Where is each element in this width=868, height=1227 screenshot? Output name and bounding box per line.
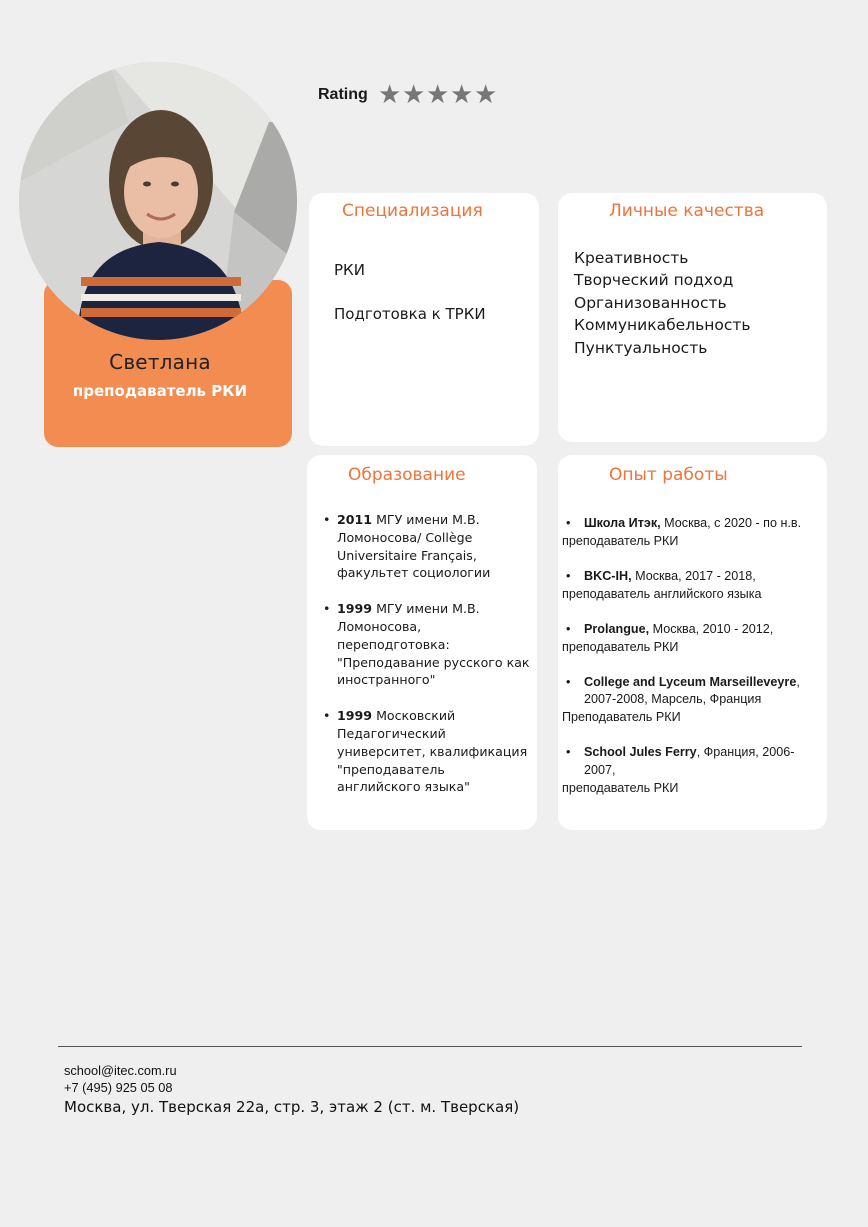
experience-role: Преподаватель РКИ [562, 710, 681, 725]
star-icon: ★ [426, 80, 450, 110]
qualities-card [558, 193, 827, 442]
teacher-name: Светлана [109, 350, 211, 374]
experience-details: , Франция, 2006- [696, 745, 795, 760]
experience-details-cont: 2007, [584, 763, 616, 778]
qualities-title: Личные качества [609, 201, 765, 221]
quality-item: Креативность [574, 249, 689, 267]
education-title: Образование [348, 465, 466, 485]
education-item: • 2011 МГУ имени М.В. Ломоносова/ Collège Universitaire Français, факультет социологии [323, 512, 491, 581]
experience-details: Москва, с 2020 - по н.в. [660, 516, 802, 530]
experience-details: Москва, 2017 - 2018, [631, 568, 756, 583]
star-icon: ★ [474, 80, 498, 110]
footer-divider [58, 1046, 802, 1047]
specialization-item: Подготовка к ТРКИ [334, 305, 486, 323]
star-icon: ★ [402, 80, 426, 110]
specialization-title: Специализация [342, 201, 483, 221]
specialization-item: РКИ [334, 261, 365, 279]
education-card [307, 455, 537, 830]
experience-item: • Prolangue, Москва, 2010 - 2012, преподаватель РКИ [562, 621, 824, 657]
quality-item: Пунктуальность [574, 338, 708, 357]
teacher-portrait-photo [19, 62, 297, 340]
education-year: 1999 [337, 601, 373, 617]
experience-role: преподаватель РКИ [562, 639, 679, 654]
specialization-card [309, 193, 539, 446]
education-year: 2011 [337, 512, 373, 527]
experience-org: Школа Итэк, [584, 516, 661, 530]
contact-email[interactable]: school@itec.com.ru [64, 1063, 177, 1078]
quality-item: Организованность [574, 293, 727, 312]
experience-item: • School Jules Ferry, Франция, 2006- 2007, преподаватель РКИ [562, 744, 824, 797]
education-list [321, 511, 531, 814]
education-text: МГУ имени М.В. Ломоносова/ Collège Universitaire Français, факультет социологии [337, 512, 491, 581]
qualities-list [574, 247, 751, 359]
experience-list [562, 515, 824, 815]
experience-role: преподаватель РКИ [562, 780, 679, 795]
teacher-role: преподаватель РКИ [72, 382, 248, 400]
education-text: Московский Педагогический университет, квалификация "преподаватель английского языка" [337, 708, 528, 795]
experience-details: Москва, 2010 - 2012, [649, 621, 774, 636]
education-item: • 1999 Московский Педагогический университет, квалификация "преподаватель английского языка" [323, 708, 528, 795]
experience-org: School Jules Ferry [584, 745, 697, 760]
experience-title: Опыт работы [609, 465, 728, 485]
experience-card [558, 455, 827, 830]
experience-item: • College and Lyceum Marseilleveyre, 2007-2008, Марсель, Франция Преподаватель РКИ [562, 674, 824, 727]
experience-item: • BKC-IH, Москва, 2017 - 2018, преподаватель английского языка [562, 568, 824, 604]
contact-address: Москва, ул. Тверская 22а, стр. 3, этаж 2 (ст. м. Тверская) [64, 1098, 520, 1116]
quality-item: Коммуникабельность [574, 316, 751, 335]
education-year: 1999 [337, 708, 373, 724]
contact-phone[interactable]: +7 (495) 925 05 08 [64, 1080, 173, 1095]
education-text: МГУ имени М.В. Ломоносова, переподготовка: "Преподавание русского как иностранного" [337, 601, 530, 688]
experience-org: BKC-IH, [584, 568, 632, 583]
experience-org: College and Lyceum Marseilleveyre [584, 674, 797, 689]
experience-role: преподаватель английского языка [562, 586, 762, 601]
experience-role: преподаватель РКИ [562, 533, 679, 548]
experience-org: Prolangue, [584, 621, 650, 636]
rating-stars [378, 82, 498, 108]
education-item: • 1999 МГУ имени М.В. Ломоносова, переподготовка: "Преподавание русского как иностранного" [323, 601, 530, 688]
quality-item: Творческий подход [574, 271, 734, 290]
experience-details: , [796, 674, 800, 689]
star-icon: ★ [378, 80, 402, 110]
star-icon: ★ [450, 80, 474, 110]
rating-label: Rating [318, 86, 368, 103]
experience-item: • Школа Итэк, Москва, с 2020 - по н.в. преподаватель РКИ [562, 515, 824, 551]
experience-details-cont: 2007-2008, Марсель, Франция [584, 692, 762, 707]
